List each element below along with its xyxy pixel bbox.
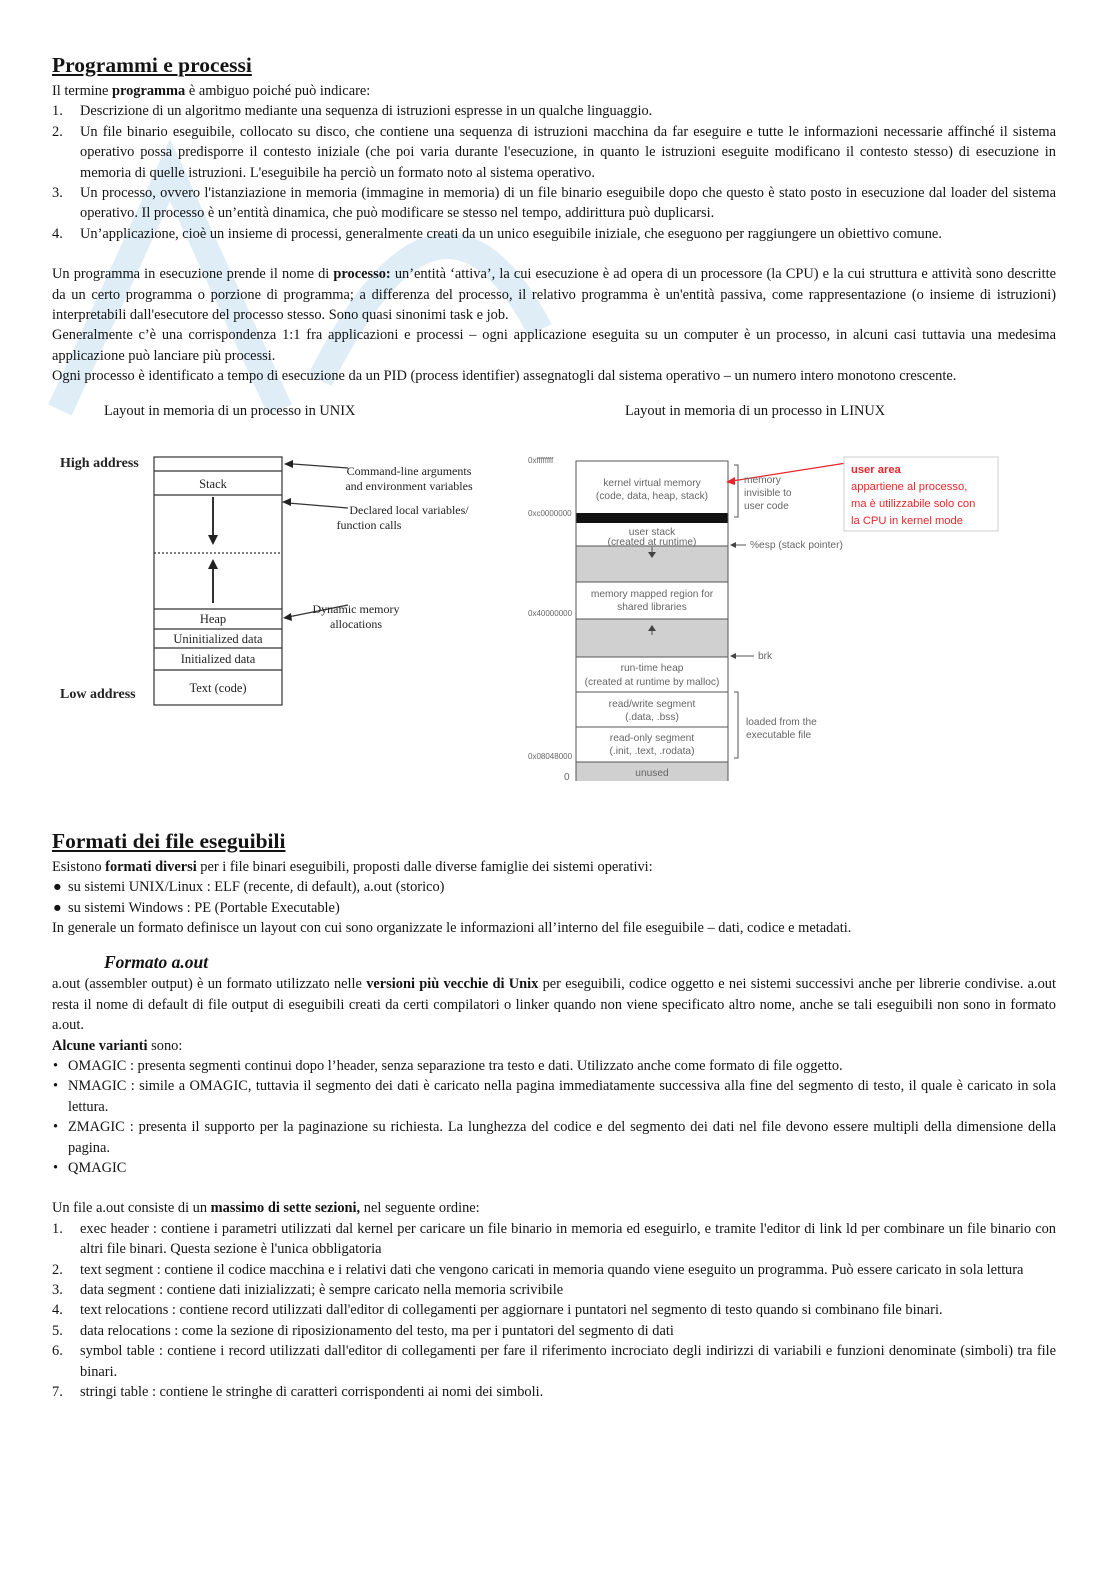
list-item: 2. Un file binario eseguibile, collocato su disco, che contiene una sequenza di istruzioni macchina da far eseguire e tutte le informazioni necessarie affinché il sistema operativo possa predisporre il contesto iniziale (che poi varia durante l'esecuzione, in quanto le istruzioni eseguite modificano il contesto stesso) di esecuzione in memoria di quelle istruzioni. L'eseguibile ha perciò un formato noto al sistema operativo. (52, 123, 1056, 181)
bullet-icon: • (53, 1159, 59, 1176)
list-item: 7. stringi table : contiene le stringhe di caratteri corrispondenti ai nomi dei simboli. (52, 1384, 544, 1401)
stack-segment-label: Stack (199, 476, 227, 491)
runtime-heap-label: run-time heap (620, 662, 684, 674)
bullet-icon: • (53, 1119, 59, 1136)
invisible-memory-label: user code (744, 500, 789, 512)
list-item: • QMAGIC (52, 1158, 1056, 1178)
bullet-icon: • (53, 1078, 59, 1095)
allocations-label: allocations (330, 616, 382, 631)
arrow-left-icon (726, 477, 735, 485)
user-area-note-line: appartiene al processo, (851, 480, 968, 493)
correspondence-paragraph: Generalmente c’è una corrispondenza 1:1 fra applicazioni e processi – ogni applicazione eseguita su un computer è un processo, in alcuni casi tuttavia una medesima applicazione può lanciare più processi. (52, 327, 1056, 364)
command-line-args-label: Command-line arguments (346, 463, 472, 478)
list-item: • NMAGIC : simile a OMAGIC, tuttavia il segmento dei dati è caricato nella pagina immediatamente successiva alla fine del segmento di testo, il quale è caricato in sola lettura. (53, 1078, 1056, 1115)
user-stack-detail: (created at runtime) (607, 536, 697, 548)
document-page (52, 50, 1056, 1402)
low-address-label: Low address (60, 686, 136, 702)
user-stack-label: user stack (628, 526, 676, 538)
list-item: 5. data relocations : come la sezione di riposizionamento del testo, ma per i puntatori del segmento di dati (52, 1322, 674, 1339)
linux-figure-caption: Layout in memoria di un processo in LINUX (625, 402, 886, 419)
user-area-note-title: user area (851, 463, 901, 476)
arrow-left-icon (282, 498, 291, 506)
bullet-icon: ● (53, 899, 62, 916)
memory-layout-figures (52, 401, 1056, 826)
linux-memory-diagram (520, 441, 1010, 781)
list-item: 3. Un processo, ovvero l'istanziazione in memoria (immagine in memoria) di un file binario eseguibile dopo che questo è stato posto in esecuzione dal loader del sistema operativo. Il processo è un’entità dinamica, che può modificare se stesso nel tempo, addirittura può duplicarsi. (52, 185, 1056, 222)
bullet-icon: ● (53, 879, 62, 896)
bullet-icon: • (53, 1057, 59, 1074)
mmap-region-detail: shared libraries (617, 601, 687, 613)
section-title-formati: Formati dei file eseguibili (52, 828, 286, 853)
pid-paragraph: Ogni processo è identificato a tempo di esecuzione da un PID (process identifier) assegnatogli dal sistema operativo – un numero intero monotono crescente. (52, 368, 957, 385)
list-item: ● su sistemi Windows : PE (Portable Executable) (52, 898, 1056, 918)
address-label: 0xffffffff (528, 455, 554, 465)
list-item: • ZMAGIC : presenta il supporto per la paginazione su richiesta. La lunghezza del codice e del segmento dei dati nel file devono essere multipli della dimensione della pagina. (53, 1119, 1056, 1156)
arrow-left-icon (283, 613, 292, 621)
arrow-left-icon (730, 653, 736, 659)
list-item: ● su sistemi UNIX/Linux : ELF (recente, di default), a.out (storico) (52, 877, 1056, 897)
unix-memory-diagram (56, 445, 476, 715)
heap-segment-label: Heap (199, 611, 227, 626)
uninitialized-data-label: Uninitialized data (173, 631, 263, 646)
user-area-note-line: ma è utilizzabile solo con (851, 497, 976, 510)
program-meanings-list (52, 101, 1056, 244)
list-item: 6. symbol table : contiene i record utilizzati dall'editor di collegamenti per fare il riferimento incrociato degli indirizzi di variabili e funzioni denominate (simboli) tra file binari. (52, 1343, 1056, 1380)
list-item: 1. Descrizione di un algoritmo mediante una sequenza di istruzioni espresse in un qualche linguaggio. (52, 103, 653, 120)
section-title-aout: Formato a.out (104, 952, 209, 973)
brk-label: brk (758, 650, 773, 662)
list-item: 4. Un’applicazione, cioè un insieme di processi, generalmente creati da un unico eseguibile iniziale, che eseguono per raggiungere un obiettivo comune. (52, 225, 942, 242)
aout-paragraph: a.out (assembler output) è un formato utilizzato nelle versioni più vecchie di Unix per eseguibili, codice oggetto e nei sistemi successivi anche per librerie condivise. a.out resta il nome di default di file output di eseguibili creati da certi compilatori o linker quando non viene specificato altro nome, anche se tali eseguibili non sono in formato a.out. (52, 976, 1057, 1034)
kernel-memory-label: kernel virtual memory (603, 477, 701, 489)
loaded-from-file-label: executable file (746, 729, 812, 741)
initialized-data-label: Initialized data (180, 651, 256, 666)
variants-list (52, 1056, 1056, 1178)
invisible-memory-label: memory (744, 474, 781, 486)
address-label: 0xc0000000 (528, 508, 572, 518)
arrow-left-icon (284, 460, 293, 468)
unused-segment-label: unused (635, 767, 669, 779)
rw-segment-label: read/write segment (608, 698, 696, 710)
unix-figure-caption: Layout in memoria di un processo in UNIX (104, 402, 356, 419)
user-area-note-line: la CPU in kernel mode (851, 514, 963, 527)
variants-heading: Alcune varianti sono: (52, 1037, 183, 1054)
invisible-memory-label: invisible to (744, 487, 792, 499)
high-address-label: High address (60, 455, 139, 471)
address-label: 0 (564, 771, 570, 781)
rw-segment-detail: (.data, .bss) (625, 711, 679, 723)
formats-paragraph: In generale un formato definisce un layout con cui sono organizzate le informazioni all’interno del file eseguibile – dati, codice e metadati. (52, 919, 852, 936)
ro-segment-label: read-only segment (609, 732, 695, 744)
function-calls-label: function calls (336, 517, 402, 532)
arrow-down-icon (208, 535, 218, 545)
arrow-up-icon (208, 559, 218, 569)
intro-paragraph: Il termine programma è ambiguo poiché può indicare: (52, 83, 371, 99)
ro-segment-detail: (.init, .text, .rodata) (609, 745, 695, 757)
address-label: 0x08048000 (528, 751, 573, 761)
kernel-memory-detail: (code, data, heap, stack) (595, 490, 709, 502)
esp-label: %esp (stack pointer) (750, 539, 843, 551)
mmap-region-label: memory mapped region for (590, 588, 714, 600)
list-item: 2. text segment : contiene il codice macchina e i relativi dati che vengono caricati in memoria quando viene eseguito un programma. Può essere caricato in sola lettura (52, 1261, 1024, 1278)
format-bullets (52, 877, 1056, 918)
section-title-programmi: Programmi e processi (52, 53, 252, 77)
local-variables-label: Declared local variables/ (349, 502, 469, 517)
runtime-heap-detail: (created at runtime by malloc) (584, 676, 720, 688)
list-item: 1. exec header : contiene i parametri utilizzati dal kernel per caricare un file binario in memoria ed eseguirlo, e tramite l'editor di link ld per combinare un file binario con altri file binari. Questa sezione è l'unica obbligatoria (52, 1220, 1056, 1258)
aout-sections-list (52, 1219, 1056, 1403)
list-item: 3. data segment : contiene dati inizializzati; è sempre caricato nella memoria scrivibile (52, 1282, 564, 1298)
text-code-label: Text (code) (189, 680, 247, 695)
formats-intro-paragraph: Esistono formati diversi per i file binari eseguibili, proposti dalle diverse famiglie dei sistemi operativi: (52, 858, 653, 875)
dynamic-memory-label: Dynamic memory (312, 601, 400, 616)
list-item: • OMAGIC : presenta segmenti continui dopo l’header, senza separazione tra testo e dati. Utilizzato anche come formato di file oggetto. (52, 1056, 1056, 1076)
arrow-left-icon (730, 542, 736, 548)
loaded-from-file-label: loaded from the (746, 716, 817, 728)
process-definition-paragraph: Un programma in esecuzione prende il nome di processo: un’entità ‘attiva’, la cui esecuzione è ad opera di un processore (la CPU) e la cui struttura e attività sono descritte da un certo programma o porzione di programma; a differenza del processo, il relativo programma è un'entità passiva, come rappresentazione (o insieme di istruzioni) interpretabili dall'esecutore del processo stesso. Sono quasi sinonimi task e job. (52, 266, 1056, 324)
list-item: 4. text relocations : contiene record utilizzati dall'editor di collegamenti per aggiornare i puntatori nel segmento di testo quando si combinano file binari. (52, 1302, 943, 1319)
sections-heading: Un file a.out consiste di un massimo di sette sezioni, nel seguente ordine: (52, 1200, 480, 1217)
address-label: 0x40000000 (528, 608, 573, 618)
environment-vars-label: and environment variables (345, 478, 473, 493)
gray-region (576, 619, 728, 657)
